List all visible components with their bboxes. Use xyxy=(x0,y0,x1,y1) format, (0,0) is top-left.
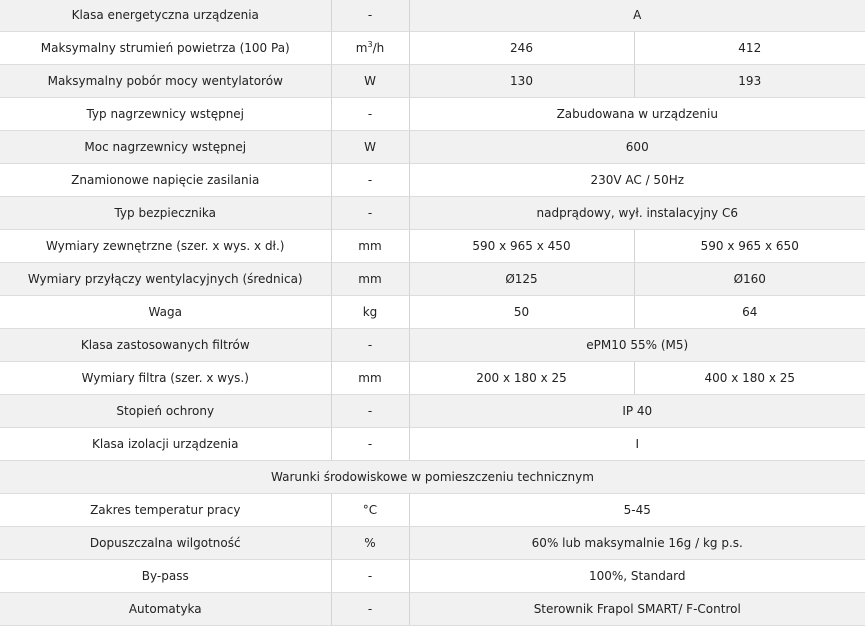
param-unit: kg xyxy=(331,296,409,329)
table-row-supply-voltage xyxy=(0,164,865,197)
param-name: Moc nagrzewnicy wstępnej xyxy=(0,131,331,164)
param-name: Maksymalny pobór mocy wentylatorów xyxy=(0,65,331,98)
table-row-filter-dimensions xyxy=(0,362,865,395)
unit-base: m xyxy=(355,41,368,55)
param-value: I xyxy=(409,428,865,461)
param-value: 5-45 xyxy=(409,494,865,527)
param-value: 60% lub maksymalnie 16g / kg p.s. xyxy=(409,527,865,560)
param-unit: W xyxy=(331,131,409,164)
param-name: Klasa energetyczna urządzenia xyxy=(0,0,331,32)
table-row-fuse-type xyxy=(0,197,865,230)
param-name: Klasa zastosowanych filtrów xyxy=(0,329,331,362)
param-unit: W xyxy=(331,65,409,98)
param-name: Wymiary przyłączy wentylacyjnych (średnica) xyxy=(0,263,331,296)
param-value: 100%, Standard xyxy=(409,560,865,593)
table-row-preheater-type xyxy=(0,98,865,131)
param-unit: - xyxy=(331,560,409,593)
param-unit: - xyxy=(331,428,409,461)
param-value: Sterownik Frapol SMART/ F-Control xyxy=(409,593,865,626)
param-unit: % xyxy=(331,527,409,560)
unit-superscript: 3 xyxy=(367,40,373,49)
param-unit: - xyxy=(331,395,409,428)
param-value-2: 193 xyxy=(634,65,865,98)
param-name: By-pass xyxy=(0,560,331,593)
param-value-2: 64 xyxy=(634,296,865,329)
table-row-energy-class xyxy=(0,0,865,32)
table-row-weight xyxy=(0,296,865,329)
param-value-2: 412 xyxy=(634,32,865,65)
param-name: Automatyka xyxy=(0,593,331,626)
param-name: Stopień ochrony xyxy=(0,395,331,428)
param-name: Waga xyxy=(0,296,331,329)
param-unit: mm xyxy=(331,263,409,296)
table-row-external-dimensions xyxy=(0,230,865,263)
param-unit: - xyxy=(331,197,409,230)
table-section-header xyxy=(0,461,865,494)
param-name: Typ bezpiecznika xyxy=(0,197,331,230)
table-row-operating-temperature xyxy=(0,494,865,527)
param-value-1: 130 xyxy=(409,65,634,98)
param-unit: mm xyxy=(331,362,409,395)
param-unit: - xyxy=(331,593,409,626)
param-value-1: 246 xyxy=(409,32,634,65)
param-unit xyxy=(331,32,409,65)
param-unit: - xyxy=(331,0,409,32)
table-row-filter-class xyxy=(0,329,865,362)
param-value-2: 590 x 965 x 650 xyxy=(634,230,865,263)
table-row-humidity xyxy=(0,527,865,560)
param-unit: °C xyxy=(331,494,409,527)
param-value: 230V AC / 50Hz xyxy=(409,164,865,197)
param-name: Wymiary filtra (szer. x wys.) xyxy=(0,362,331,395)
section-title: Warunki środowiskowe w pomieszczeniu technicznym xyxy=(0,461,865,494)
param-name: Znamionowe napięcie zasilania xyxy=(0,164,331,197)
param-unit: mm xyxy=(331,230,409,263)
param-value-1: Ø125 xyxy=(409,263,634,296)
param-value-1: 200 x 180 x 25 xyxy=(409,362,634,395)
table-row-automation xyxy=(0,593,865,626)
table-row-fan-power xyxy=(0,65,865,98)
table-row-protection-rating xyxy=(0,395,865,428)
param-value: Zabudowana w urządzeniu xyxy=(409,98,865,131)
param-name: Maksymalny strumień powietrza (100 Pa) xyxy=(0,32,331,65)
table-row-max-airflow xyxy=(0,32,865,65)
param-unit: - xyxy=(331,329,409,362)
param-value: nadprądowy, wył. instalacyjny C6 xyxy=(409,197,865,230)
param-value: IP 40 xyxy=(409,395,865,428)
param-unit: - xyxy=(331,98,409,131)
param-name: Dopuszczalna wilgotność xyxy=(0,527,331,560)
param-value-1: 50 xyxy=(409,296,634,329)
param-name: Klasa izolacji urządzenia xyxy=(0,428,331,461)
table-row-duct-connections xyxy=(0,263,865,296)
param-value-2: 400 x 180 x 25 xyxy=(634,362,865,395)
param-value: ePM10 55% (M5) xyxy=(409,329,865,362)
param-value-1: 590 x 965 x 450 xyxy=(409,230,634,263)
param-name: Typ nagrzewnicy wstępnej xyxy=(0,98,331,131)
param-unit: - xyxy=(331,164,409,197)
param-value: A xyxy=(409,0,865,32)
table-row-preheater-power xyxy=(0,131,865,164)
param-value: 600 xyxy=(409,131,865,164)
param-name: Wymiary zewnętrzne (szer. x wys. x dł.) xyxy=(0,230,331,263)
table-row-insulation-class xyxy=(0,428,865,461)
param-name: Zakres temperatur pracy xyxy=(0,494,331,527)
unit-tail: /h xyxy=(372,41,385,55)
table-row-bypass xyxy=(0,560,865,593)
param-value-2: Ø160 xyxy=(634,263,865,296)
